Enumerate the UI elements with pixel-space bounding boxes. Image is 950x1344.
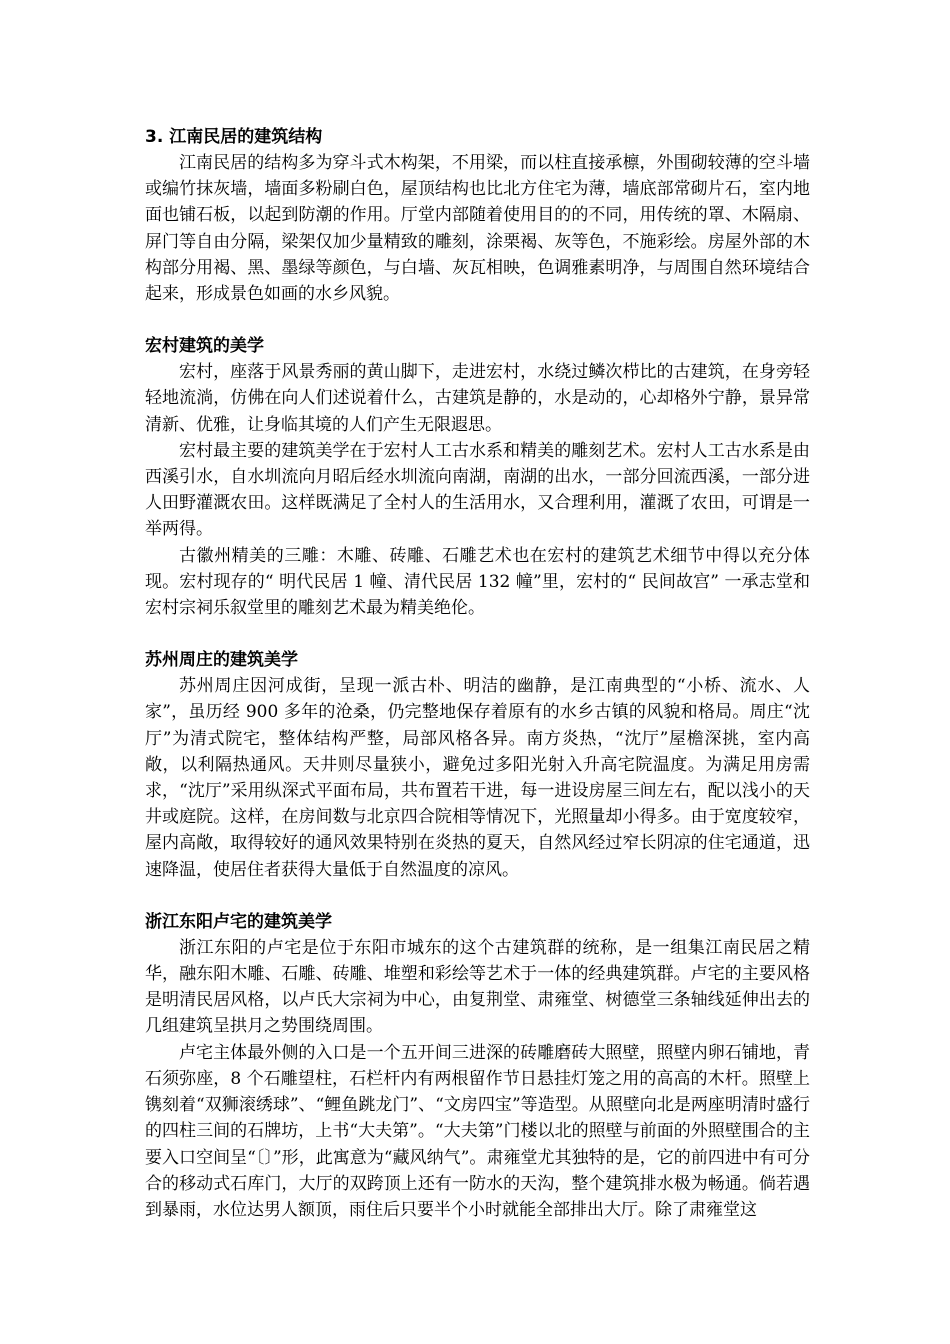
paragraph: 江南民居的结构多为穿斗式木构架，不用梁，而以柱直接承檩，外围砌较薄的空斗墙或编竹抹灰墙，墙面多粉刷白色，屋顶结构也比北方住宅为薄，墙底部常砌片石，室内地面也铺石板，以起到防潮的作用。厅堂内部随着使用目的的不同，用传统的罩、木隔扇、屏门等自由分隔，梁架仅加少量精致的雕刻，涂栗褐、灰等色，不施彩绘。房屋外部的木构部分用褐、黑、墨绿等颜色，与白墙、灰瓦相映，色调雅素明净，与周围自然环境结合起来，形成景色如画的水乡风貌。 — [145, 153, 810, 305]
paragraph: 古徽州精美的三雕：木雕、砖雕、石雕艺术也在宏村的建筑艺术细节中得以充分体现。宏村现存的“ 明代民居 1 幢、清代民居 132 幢”里，宏村的“ 民间故宫” 一承志堂和宏村宗祠乐叙堂里的雕刻艺术最为精美绝伦。 — [145, 545, 810, 619]
paragraph: 卢宅主体最外侧的入口是一个五开间三进深的砖雕磨砖大照壁，照壁内卵石铺地，青石须弥座，8 个石雕望柱，石栏杆内有两根留作节日悬挂灯笼之用的高高的木杆。照壁上镌刻着“双狮滚绣球”、“鲤鱼跳龙门”、“文房四宝”等造型。从照壁向北是两座明清时盛行的四柱三间的石牌坊，上书“大夫第”。“大夫第”门楼以北的照壁与前面的外照壁围合的主要入口空间呈“〔〕”形，此寓意为“藏风纳气”。肃雍堂尤其独特的是，它的前四进中有可分合的移动式石库门，大厅的双跨顶上还有一防水的天沟，整个建筑排水极为畅通。倘若遇到暴雨，水位达男人额顶，雨住后只要半个小时就能全部排出大厅。除了肃雍堂这 — [145, 1042, 810, 1220]
paragraph: 宏村最主要的建筑美学在于宏村人工古水系和精美的雕刻艺术。宏村人工古水系是由西溪引水，自水圳流向月昭后经水圳流向南湖，南湖的出水，一部分回流西溪，一部分进人田野灌溉农田。这样既满足了全村人的生活用水，又合理利用，灌溉了农田，可谓是一举两得。 — [145, 440, 810, 540]
paragraph: 苏州周庄因河成街，呈现一派古朴、明洁的幽静，是江南典型的“小桥、流水、人家”，虽历经 900 多年的沧桑，仍完整地保存着原有的水乡古镇的风貌和格局。周庄“沈厅”为清式院宅，整体结构严整，局部风格各异。南方炎热，“沈厅”屋檐深挑，室内高敞，以利隔热通风。天井则尽量狭小，避免过多阳光射入升高宅院温度。为满足用房需求，“沈厅”采用纵深式平面布局，共布置若干进，每一进设房屋三间左右，配以浅小的天井或庭院。这样，在房间数与北京四合院相等情况下，光照量却小得多。由于宽度较窄，屋内高敞，取得较好的通风效果特别在炎热的夏天，自然风经过窄长阴凉的住宅通道，迅速降温，使居住者获得大量低于自然温度的凉风。 — [145, 676, 810, 880]
section-heading: 浙江东阳卢宅的建筑美学 — [145, 911, 332, 932]
section-zhouzhuang-aesthetics — [145, 647, 810, 883]
section-jiangnan-structure — [145, 124, 810, 307]
section-heading: 3. 江南民居的建筑结构 — [145, 127, 323, 147]
section-hongcun-aesthetics — [145, 333, 810, 621]
section-heading: 苏州周庄的建筑美学 — [145, 650, 298, 671]
paragraph: 宏村，座落于风景秀丽的黄山脚下，走进宏村，水绕过鳞次栉比的古建筑，在身旁轻轻地流淌，仿佛在向人们述说着什么，古建筑是静的，水是动的，心却格外宁静，景异常清新、优雅，让身临其境的人们产生无限遐思。 — [145, 362, 810, 435]
paragraph: 浙江东阳的卢宅是位于东阳市城东的这个古建筑群的统称，是一组集江南民居之精华，融东阳木雕、石雕、砖雕、堆塑和彩绘等艺术于一体的经典建筑群。卢宅的主要风格是明清民居风格，以卢氏大宗祠为中心，由复荆堂、肃雍堂、树德堂三条轴线延伸出去的几组建筑呈拱月之势围绕周围。 — [145, 937, 810, 1037]
section-dongyang-luzhai-aesthetics — [145, 909, 810, 1223]
section-heading: 宏村建筑的美学 — [145, 336, 264, 357]
